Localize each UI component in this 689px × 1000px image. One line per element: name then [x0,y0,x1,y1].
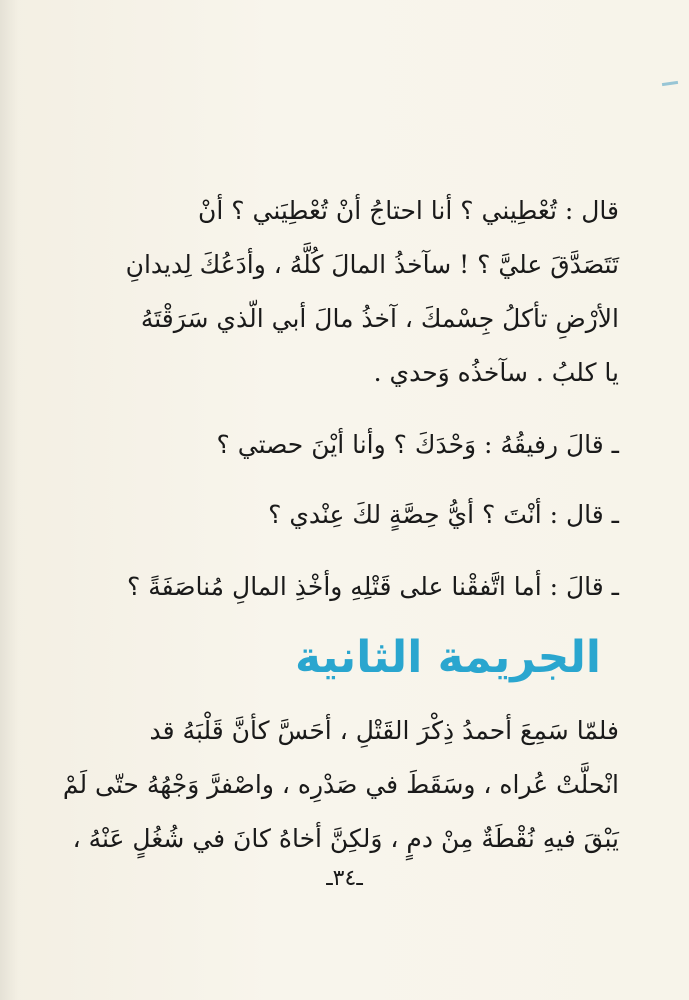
paragraph-1-line-4: يا كلبُ . سآخذُه وَحدي . [373,358,619,387]
page-number: ـ٣٤ـ [326,866,363,891]
section-heading: الجريمة الثانية [295,632,601,683]
dialogue-line-1: ـ قالَ رفيقُهُ : وَحْدَكَ ؟ وأنا أيْنَ حصتي ؟ [216,430,619,459]
paragraph-1-line-2: تَتَصَدَّقَ عليَّ ؟ ! سآخذُ المالَ كُلَّهُ ، وأدَعُكَ لِديدانِ [125,250,619,279]
paragraph-1-line-3: الأرْضِ تأكلُ جِسْمكَ ، آخذُ مالَ أبي الّذي سَرَقْتَهُ [140,304,619,333]
dialogue-line-3: ـ قالَ : أما اتَّفقْنا على قَتْلِهِ وأخْذِ المالِ مُناصَفَةً ؟ [127,572,619,601]
page-spine-shadow [0,0,18,1000]
paragraph-2-line-1: فلمّا سَمِعَ أحمدُ ذِكْرَ القَتْلِ ، أحَسَّ كأنَّ قَلْبَهُ قد [149,716,619,745]
paragraph-2-line-3: يَبْقَ فيهِ نُقْطَةٌ مِنْ دمٍ ، وَلكِنَّ أخاهُ كانَ في شُغُلٍ عَنْهُ ، [72,824,619,853]
paragraph-2-line-2: انْحلَّتْ عُراه ، وسَقَطَ في صَدْرِه ، واصْفرَّ وَجْهُهُ حتّى لَمْ [62,770,619,799]
paragraph-1-line-1: قال : تُعْطِيني ؟ أنا احتاجُ أنْ تُعْطِيَني ؟ أنْ [198,196,619,225]
corner-ink-mark [662,81,678,86]
dialogue-line-2: ـ قال : أنْتَ ؟ أيُّ حِصَّةٍ لكَ عِنْدي ؟ [268,500,619,529]
